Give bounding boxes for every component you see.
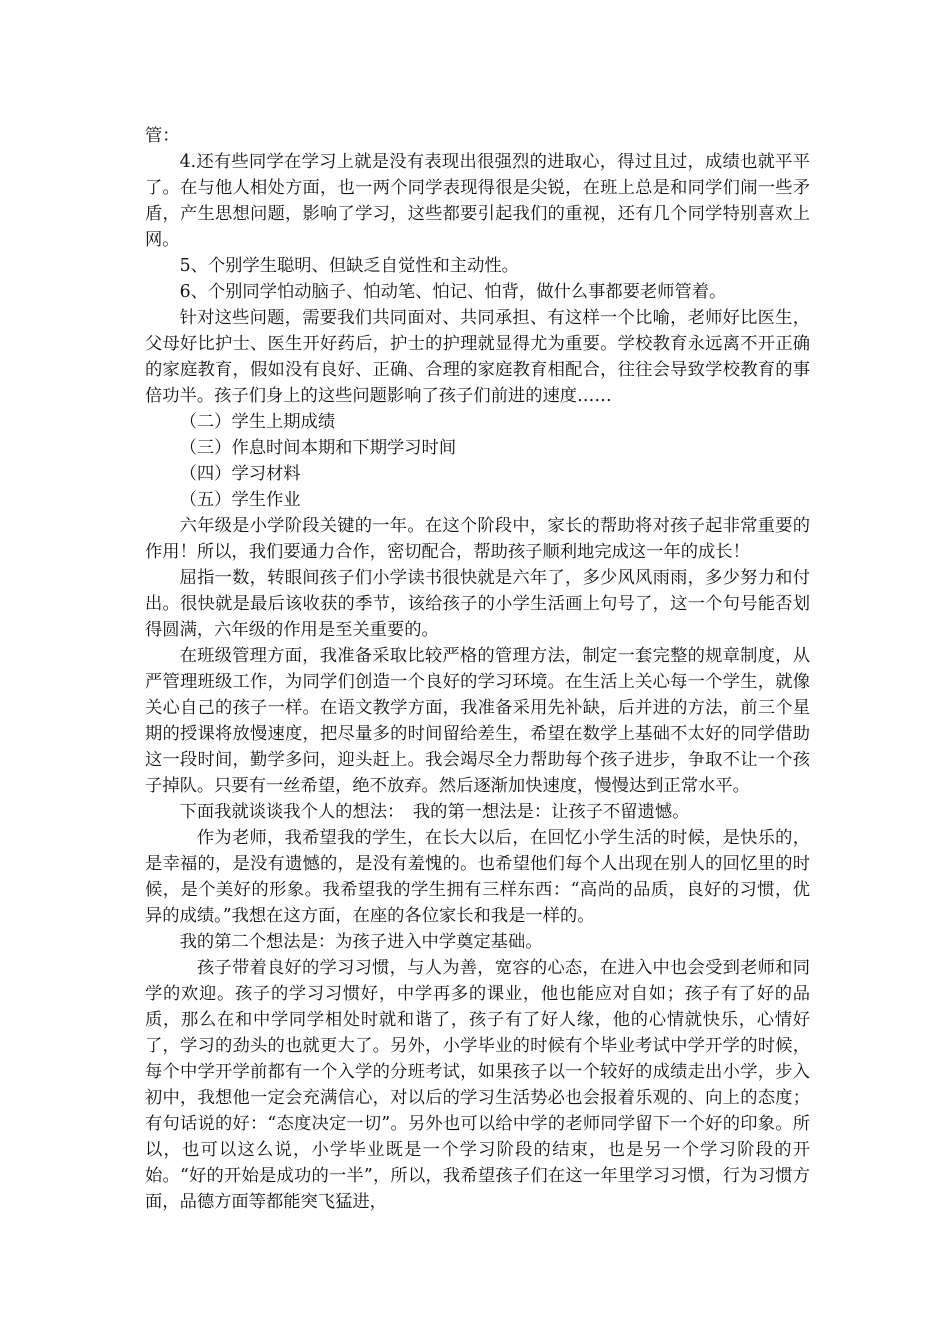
paragraph-six-years: 屈指一数，转眼间孩子们小学读书很快就是六年了，多少风风雨雨，多少努力和付出。很快就是最后该收获的季节，该给孩子的小学生活画上句号了，这一个句号能否划得圆满，六年级的作用是至关重要的。 — [145, 568, 810, 640]
section-heading-3: （三）作息时间本期和下期学习时间 — [179, 438, 457, 458]
paragraph-continuation: 管： — [145, 126, 180, 146]
section-heading-4: （四）学习材料 — [179, 464, 301, 484]
paragraph-class-management: 在班级管理方面，我准备采取比较严格的管理方法，制定一套完整的规章制度，从严管理班级工作，为同学们创造一个良好的学习环境。在生活上关心每一个学生，就像关心自己的孩子一样。在语文教学方面，我准备采用先补缺，后并进的方法，前三个星期的授课将放慢速度，把尽量多的时间留给差生，希望在数学上基础不太好的同学借助这一段时间，勤学多问，迎头赶上。我会竭尽全力帮助每个孩子进步，争取不让一个孩子掉队。只要有一丝希望，绝不放弃。然后逐渐加快速度，慢慢达到正常水平。 — [145, 646, 810, 796]
paragraph-second-idea: 我的第二个想法是：为孩子进入中学奠定基础。 — [179, 932, 543, 952]
paragraph-item-6: 6、个别同学怕动脑子、怕动笔、怕记、怕背，做什么事都要老师管着。 — [179, 282, 727, 302]
paragraph-first-idea: 下面我就谈谈我个人的想法： 我的第一想法是：让孩子不留遗憾。 — [179, 802, 690, 822]
paragraph-middle-school: 孩子带着良好的学习习惯，与人为善，宽容的心态，在进入中也会受到老师和同学的欢迎。孩子的学习习惯好，中学再多的课业，他也能应对自如；孩子有了好的品质，那么在和中学同学相处时就和谐了，孩子有了好人缘，他的心情就快乐，心情好了，学习的劲头的也就更大了。另外，小学毕业的时候有个毕业考试中学开学的时候，每个中学开学前都有一个入学的分班考试，如果孩子以一个较好的成绩走出小学，步入初中，我想他一定会充满信心，对以后的学习生活势必也会报着乐观的、向上的态度；有句话说的好：“态度决定一切”。另外也可以给中学的老师同学留下一个好的印象。所以，也可以这么说，小学毕业既是一个学习阶段的结束，也是另一个学习阶段的开始。“好的开始是成功的一半”，所以，我希望孩子们在这一年里学习习惯，行为习惯方面，品德方面等都能突飞猛进， — [145, 958, 810, 1212]
section-heading-5: （五）学生作业 — [179, 490, 301, 510]
paragraph-item-5: 5、个别学生聪明、但缺乏自觉性和主动性。 — [179, 256, 519, 276]
section-heading-2: （二）学生上期成绩 — [179, 412, 336, 432]
document-body — [145, 123, 810, 1215]
paragraph-item-4: 4.还有些同学在学习上就是没有表现出很强烈的进取心，得过且过，成绩也就平平了。在与他人相处方面，也一两个同学表现得很是尖锐，在班上总是和同学们闹一些矛盾，产生思想问题，影响了学习，这些都要引起我们的重视，还有几个同学特别喜欢上网。 — [145, 152, 810, 250]
paragraph-problems: 针对这些问题，需要我们共同面对、共同承担、有这样一个比喻，老师好比医生，父母好比护士、医生开好药后，护士的护理就显得尤为重要。学校教育永远离不开正确的家庭教育，假如没有良好、正确、合理的家庭教育相配合，往往会导致学校教育的事倍功半。孩子们身上的这些问题影响了孩子们前进的速度…… — [145, 308, 810, 406]
paragraph-as-teacher: 作为老师，我希望我的学生，在长大以后，在回忆小学生活的时候，是快乐的，是幸福的，是没有遗憾的，是没有羞愧的。也希望他们每个人出现在别人的回忆里的时候，是个美好的形象。我希望我的学生拥有三样东西：“高尚的品质，良好的习惯，优异的成绩。”我想在这方面，在座的各位家长和我是一样的。 — [145, 828, 810, 926]
paragraph-grade-six: 六年级是小学阶段关键的一年。在这个阶段中，家长的帮助将对孩子起非常重要的作用！所以，我们要通力合作，密切配合，帮助孩子顺利地完成这一年的成长！ — [145, 516, 810, 562]
